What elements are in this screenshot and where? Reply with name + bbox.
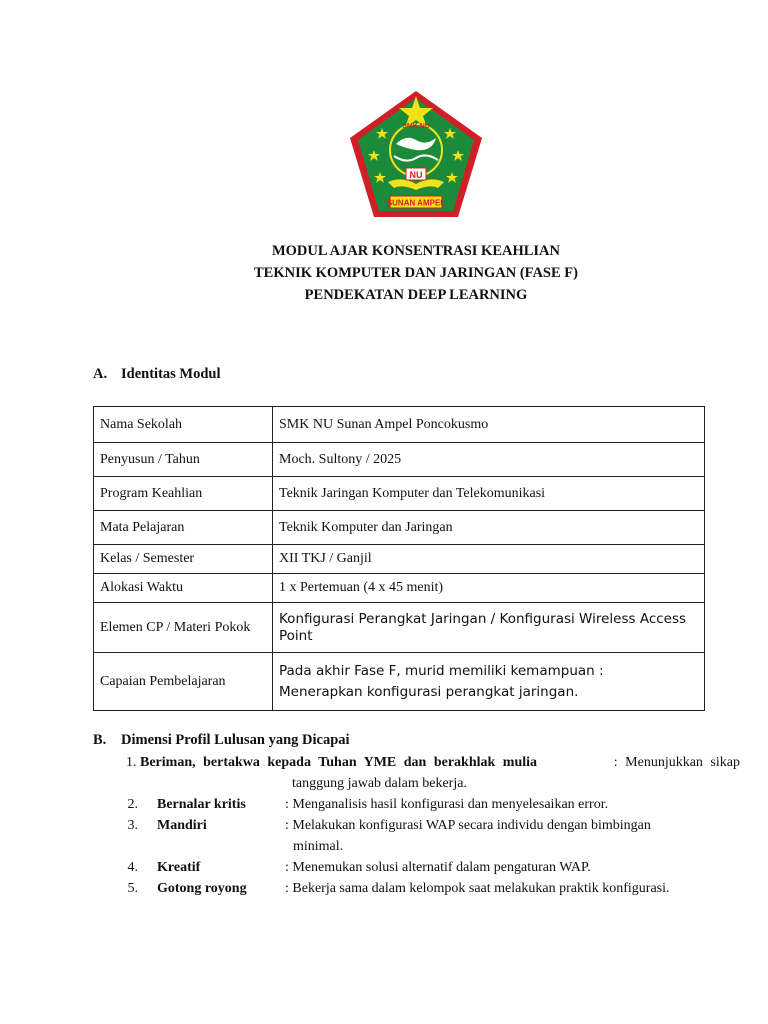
table-row (94, 477, 705, 511)
list-item-label: Beriman, bertakwa kepada Tuhan YME dan berakhlak mulia (140, 755, 538, 770)
svg-text:NU: NU (409, 170, 423, 180)
section-b-title: Dimensi Profil Lulusan yang Dicapai (121, 732, 350, 748)
table-key: Mata Pelajaran (94, 511, 273, 545)
table-row (94, 407, 705, 443)
table-value-line: Pada akhir Fase F, murid memiliki kemampuan : (279, 662, 604, 679)
list-item-head (126, 752, 537, 773)
table-key: Program Keahlian (94, 477, 273, 511)
list-item-number: 4. (127, 860, 138, 875)
list-item-desc: : Menganalisis hasil konfigurasi dan menyelesaikan error. (285, 797, 609, 812)
table-value: Teknik Komputer dan Jaringan (273, 511, 705, 545)
list-item-desc-cont: tanggung jawab dalam bekerja. (292, 776, 467, 791)
list-item-desc: : Menemukan solusi alternatif dalam pengaturan WAP. (285, 860, 591, 875)
list-item-desc: : Bekerja sama dalam kelompok saat melakukan praktik konfigurasi. (285, 881, 670, 896)
section-a-number: A. (93, 366, 108, 382)
list-item-label: Kreatif (157, 860, 201, 875)
list-item-desc-cont: minimal. (293, 839, 344, 854)
table-row (94, 443, 705, 477)
list-item-desc: : Melakukan konfigurasi WAP secara individu dengan bimbingan (285, 818, 651, 833)
table-row (94, 511, 705, 545)
list-item (0, 878, 768, 899)
document-title (0, 240, 768, 306)
table-value: Teknik Jaringan Komputer dan Telekomunikasi (273, 477, 705, 511)
title-line-2: TEKNIK KOMPUTER DAN JARINGAN (FASE F) (254, 265, 578, 281)
table-row (94, 574, 705, 603)
table-key: Capaian Pembelajaran (94, 653, 273, 711)
list-item-number: 3. (127, 818, 138, 833)
table-value (273, 653, 705, 711)
list-item (0, 794, 768, 815)
list-item-number: 2. (127, 797, 138, 812)
section-b-number: B. (93, 732, 107, 748)
section-a-heading (93, 366, 221, 383)
title-line-3: PENDEKATAN DEEP LEARNING (304, 287, 528, 303)
list-item-desc: : Menunjukkan sikap (613, 755, 740, 770)
table-value: XII TKJ / Ganjil (273, 545, 705, 574)
list-item (126, 752, 740, 773)
table-row (94, 545, 705, 574)
list-item-label: Mandiri (157, 818, 207, 833)
svg-text:SUNAN AMPEL: SUNAN AMPEL (386, 198, 446, 208)
svg-text:SMK NU: SMK NU (402, 123, 430, 130)
table-row (94, 653, 705, 711)
list-item (0, 815, 768, 836)
table-key: Nama Sekolah (94, 407, 273, 443)
table-key: Elemen CP / Materi Pokok (94, 603, 273, 653)
section-b-heading (93, 732, 350, 749)
table-value: SMK NU Sunan Ampel Poncokusmo (273, 407, 705, 443)
title-line-1: MODUL AJAR KONSENTRASI KEAHLIAN (271, 243, 561, 259)
list-item-label: Bernalar kritis (157, 797, 246, 812)
section-a-title: Identitas Modul (121, 366, 221, 382)
school-logo-icon (348, 88, 484, 220)
table-value: Konfigurasi Perangkat Jaringan / Konfigurasi Wireless Access Point (273, 603, 705, 653)
table-key: Penyusun / Tahun (94, 443, 273, 477)
table-value: Moch. Sultony / 2025 (273, 443, 705, 477)
table-key: Alokasi Waktu (94, 574, 273, 603)
table-row (94, 603, 705, 653)
identity-table (93, 406, 705, 711)
table-key: Kelas / Semester (94, 545, 273, 574)
table-value: 1 x Pertemuan (4 x 45 menit) (273, 574, 705, 603)
list-item-label: Gotong royong (157, 881, 247, 896)
list-item (0, 857, 768, 878)
list-item-number: 1. (126, 755, 137, 770)
list-item-number: 5. (127, 881, 138, 896)
table-value-line: Menerapkan konfigurasi perangkat jaringan. (279, 683, 579, 700)
